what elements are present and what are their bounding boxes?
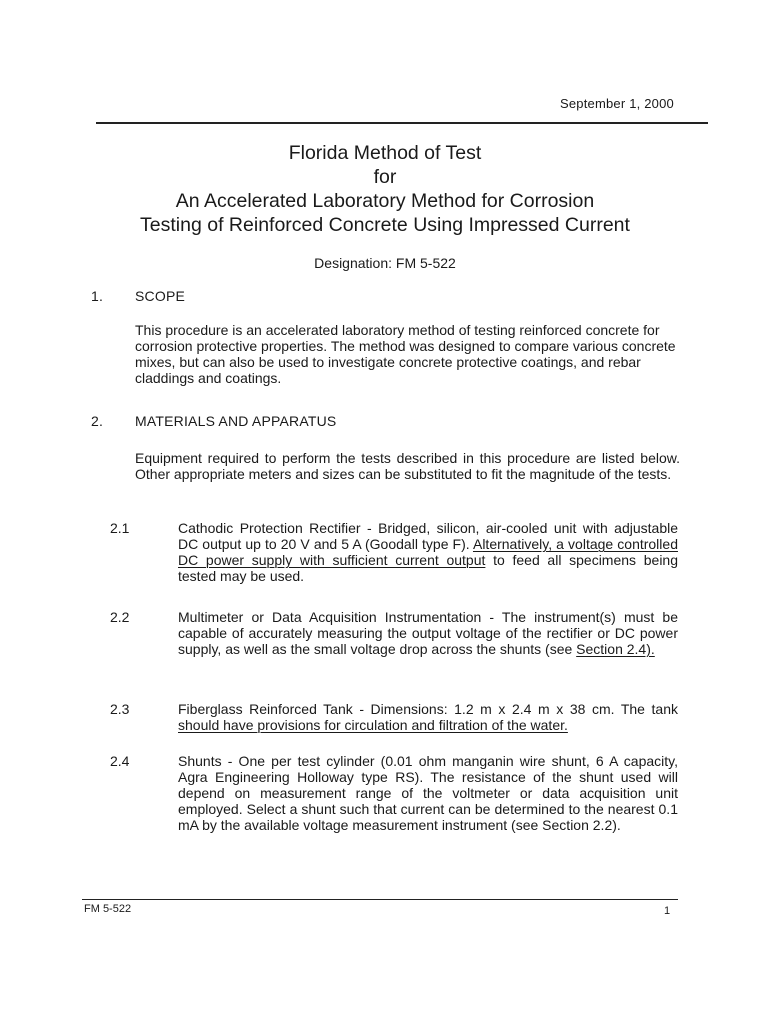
header-rule — [96, 122, 708, 124]
subsection-number: 2.1 — [110, 520, 130, 536]
section-number: 1. — [91, 288, 104, 304]
materials-paragraph: Equipment required to perform the tests described in this procedure are listed below. Other appropriate meters and sizes can be substituted to fit the magnitude of the tests. — [135, 450, 680, 482]
subsection-number: 2.4 — [110, 753, 130, 769]
title-line-3: An Accelerated Laboratory Method for Corrosion — [175, 190, 595, 212]
footer-rule — [82, 899, 678, 900]
section-title: MATERIALS AND APPARATUS — [135, 413, 337, 429]
footer-doc-id: FM 5-522 — [84, 903, 132, 915]
title-line-2: for — [373, 166, 397, 188]
section-title: SCOPE — [135, 288, 186, 304]
footer-page-number: 1 — [664, 905, 671, 917]
designation: Designation: FM 5-522 — [314, 255, 456, 271]
subsection-number: 2.2 — [110, 609, 130, 625]
title-line-1: Florida Method of Test — [288, 142, 482, 164]
subsection-number: 2.3 — [110, 701, 130, 717]
subsection-text: Shunts - One per test cylinder (0.01 ohm manganin wire shunt, 6 A capacity, Agra Engineering Holloway type RS). The resistance of the shunt used will depend on measurement range of the voltmeter or data acquisition unit employed. Select a shunt such that current can be determined to the nearest 0.1 mA by the available voltage measurement instrument (see Section 2.2). — [178, 753, 678, 833]
subsection-text: Fiberglass Reinforced Tank - Dimensions: 1.2 m x 2.4 m x 38 cm. The tank should have provisions for circulation and filtration of the water. — [178, 701, 678, 733]
date-line: September 1, 2000 — [560, 96, 674, 111]
subsection-text: Multimeter or Data Acquisition Instrumentation - The instrument(s) must be capable of accurately measuring the output voltage of the rectifier or DC power supply, as well as the small voltage drop across the shunts (see Section 2.4). — [178, 609, 678, 657]
title-line-4: Testing of Reinforced Concrete Using Impressed Current — [140, 214, 630, 236]
subsection-text: Cathodic Protection Rectifier - Bridged, silicon, air-cooled unit with adjustable DC output up to 20 V and 5 A (Goodall type F). Alternatively, a voltage controlled DC power supply with sufficient current output to feed all specimens being tested may be used. — [178, 520, 678, 584]
title-block — [60, 141, 710, 237]
section-number: 2. — [91, 413, 104, 429]
scope-paragraph: This procedure is an accelerated laboratory method of testing reinforced concrete for corrosion protective properties. The method was designed to compare various concrete mixes, but can also be used to investigate concrete protective coatings, and rebar claddings and coatings. — [135, 322, 676, 386]
